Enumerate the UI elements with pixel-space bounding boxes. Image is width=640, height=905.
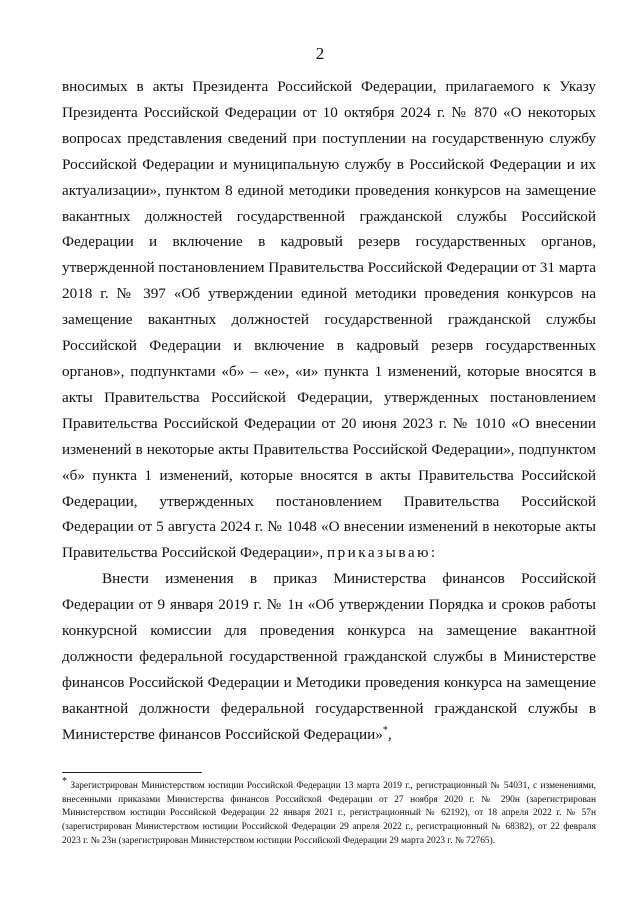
preamble-paragraph <box>62 74 596 566</box>
footnote-text: Зарегистрирован Министерством юстиции Российской Федерации 13 марта 2019 г., регистрационный № 54031, с изменениями, внесенными приказами Министерства финансов Российской Федерации от 27 ноября 2020 г. № 290н (зарегистрирован Министерством юстиции Российской Федерации 22 января 2021 г., регистрационный № 62192), от 18 апреля 2022 г. № 57н (зарегистрирован Министерством юстиции Российской Федерации 29 апреля 2022 г., регистрационный № 68382), от 22 февраля 2023 г. № 23н (зарегистрирован Министерством юстиции Российской Федерации 29 марта 2023 г. № 72765). <box>62 781 596 846</box>
operative-text: Внести изменения в приказ Министерства финансов Российской Федерации от 9 января 2019 г. № 1н «Об утверждении Порядка и сроков работы конкурсной комиссии для проведения конкурса на замещение вакантной должности федеральной государственной гражданской службы в Министерстве финансов Российской Федерации и Методики проведения конкурса на замещение вакантной должности федеральной государственной гражданской службы в Министерстве финансов Российской Федерации» <box>62 570 596 743</box>
page-number: 2 <box>315 44 325 63</box>
operative-trailing: , <box>387 725 392 743</box>
operative-paragraph <box>62 566 596 747</box>
document-body <box>62 74 596 748</box>
footnote-mark: * <box>62 775 67 787</box>
footnote-reference[interactable]: * <box>382 724 388 736</box>
footnote <box>62 775 596 849</box>
preamble-text: вносимых в акты Президента Российской Федерации, прилагаемого к Указу Президента Российской Федерации от 10 октября 2024 г. № 870 «О некоторых вопросах представления сведений при поступлении на государственную службу Российской Федерации и муниципальную службу в Российской Федерации и их актуализации», пунктом 8 единой методики проведения конкурсов на замещение вакантных должностей государственной гражданской службы Российской Федерации и включение в кадровый резерв государственных органов, утвержденной постановлением Правительства Российской Федерации от 31 марта 2018 г. № 397 «Об утверждении единой методики проведения конкурсов на замещение вакантных должностей государственной гражданской службы Российской Федерации и включение в кадровый резерв государственных органов», подпунктами «б» – «е», «и» пункта 1 изменений, которые вносятся в акты Правительства Российской Федерации, утвержденных постановлением Правительства Российской Федерации от 20 июня 2023 г. № 1010 «О внесении изменений в некоторые акты Правительства Российской Федерации», подпунктом «б» пункта 1 изменений, которые вносятся в акты Правительства Российской Федерации, утвержденных постановлением Правительства Российской Федерации от 5 августа 2024 г. № 1048 «О внесении изменений в некоторые акты Правительства Российской Федерации», <box>62 78 596 562</box>
order-word: приказываю: <box>326 544 438 562</box>
footnote-divider <box>62 772 202 773</box>
